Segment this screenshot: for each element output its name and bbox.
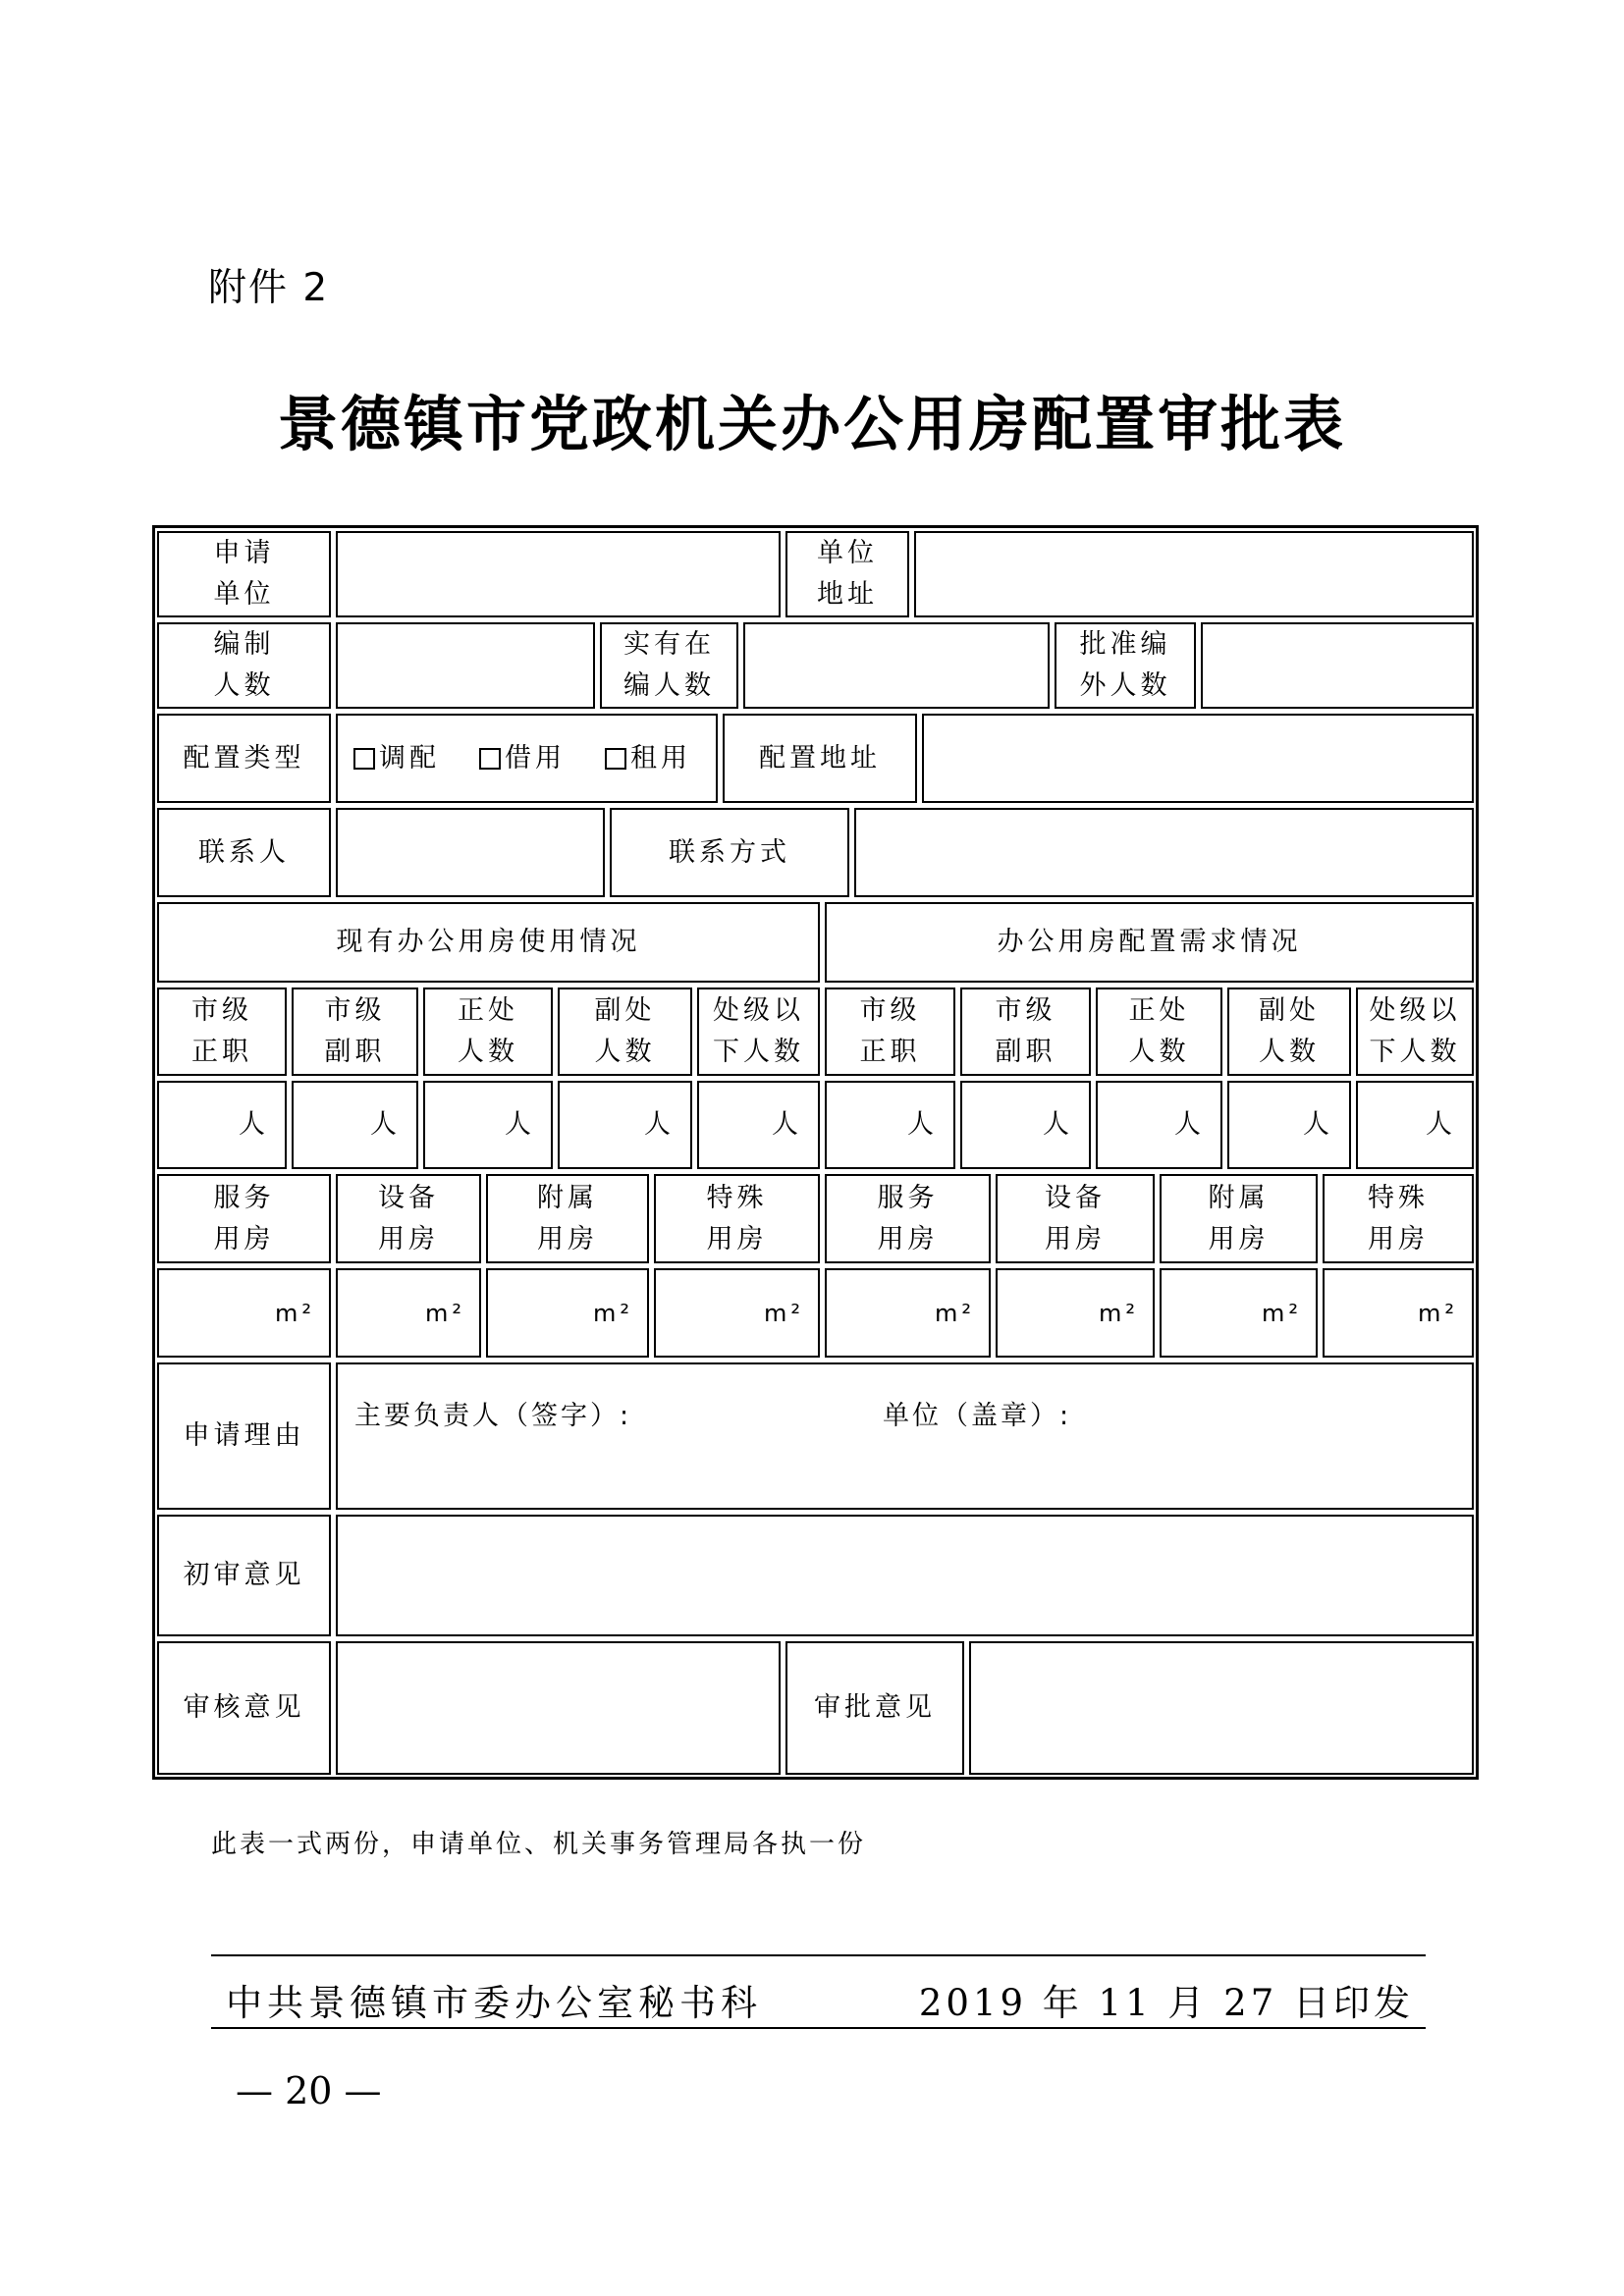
demand-header: 办公用房配置需求情况 xyxy=(825,902,1474,983)
area-field[interactable]: m² xyxy=(1323,1268,1474,1358)
config-location-label: 配置地址 xyxy=(723,714,917,803)
staffing-label: 编制 人数 xyxy=(157,622,331,709)
checkbox-icon xyxy=(605,748,626,770)
person-count-field[interactable]: 人 xyxy=(825,1081,955,1169)
page-number: — 20 — xyxy=(236,2069,382,2112)
attachment-label: 附件 2 xyxy=(208,266,330,310)
room-type-header: 设备 用房 xyxy=(336,1174,481,1263)
area-field[interactable]: m² xyxy=(996,1268,1155,1358)
checkbox-icon xyxy=(353,748,375,770)
room-type-header: 服务 用房 xyxy=(157,1174,331,1263)
person-count-field[interactable]: 人 xyxy=(960,1081,1091,1169)
rank-header: 正处 人数 xyxy=(423,988,553,1076)
person-count-field[interactable]: 人 xyxy=(423,1081,553,1169)
footer-divider-bottom xyxy=(211,2027,1426,2029)
reason-field[interactable] xyxy=(336,1362,1474,1510)
config-type-options xyxy=(336,714,718,803)
contact-person-label: 联系人 xyxy=(157,808,331,897)
rank-header: 市级 副职 xyxy=(292,988,418,1076)
config-type-label: 配置类型 xyxy=(157,714,331,803)
approved-extra-label: 批准编 外人数 xyxy=(1055,622,1196,709)
area-field[interactable]: m² xyxy=(336,1268,481,1358)
current-usage-header: 现有办公用房使用情况 xyxy=(157,902,820,983)
rank-header: 正处 人数 xyxy=(1096,988,1222,1076)
contact-method-field[interactable] xyxy=(854,808,1474,897)
rank-header: 市级 副职 xyxy=(960,988,1091,1076)
rank-header: 副处 人数 xyxy=(558,988,692,1076)
rank-header: 处级以 下人数 xyxy=(1356,988,1474,1076)
area-field[interactable]: m² xyxy=(654,1268,820,1358)
rank-header: 副处 人数 xyxy=(1227,988,1351,1076)
applicant-unit-label: 申请 单位 xyxy=(157,531,331,617)
approval-opinion-field[interactable] xyxy=(969,1641,1474,1775)
approval-opinion-label: 审批意见 xyxy=(785,1641,964,1775)
footer-divider-top xyxy=(211,1954,1426,1956)
room-type-header: 特殊 用房 xyxy=(654,1174,820,1263)
checkbox-icon xyxy=(479,748,501,770)
rank-header: 市级 正职 xyxy=(157,988,287,1076)
room-type-header: 服务 用房 xyxy=(825,1174,991,1263)
area-field[interactable]: m² xyxy=(157,1268,331,1358)
actual-staff-label: 实有在 编人数 xyxy=(600,622,738,709)
rank-header: 市级 正职 xyxy=(825,988,955,1076)
staffing-field[interactable] xyxy=(336,622,595,709)
signature-label: 主要负责人（签字）: xyxy=(354,1401,632,1431)
actual-staff-field[interactable] xyxy=(743,622,1050,709)
person-count-field[interactable]: 人 xyxy=(1096,1081,1222,1169)
room-type-header: 特殊 用房 xyxy=(1323,1174,1474,1263)
area-field[interactable]: m² xyxy=(1160,1268,1318,1358)
form-title: 景德镇市党政机关办公用房配置审批表 xyxy=(277,390,1346,459)
issue-date: 2019 年 11 月 27 日印发 xyxy=(918,1982,1414,2024)
room-type-header: 附属 用房 xyxy=(1160,1174,1318,1263)
contact-method-label: 联系方式 xyxy=(610,808,849,897)
unit-address-label: 单位 地址 xyxy=(785,531,909,617)
preliminary-opinion-field[interactable] xyxy=(336,1515,1474,1636)
area-field[interactable]: m² xyxy=(825,1268,991,1358)
config-location-field[interactable] xyxy=(922,714,1474,803)
room-type-header: 设备 用房 xyxy=(996,1174,1155,1263)
approved-extra-field[interactable] xyxy=(1201,622,1474,709)
person-count-field[interactable]: 人 xyxy=(157,1081,287,1169)
preliminary-opinion-label: 初审意见 xyxy=(157,1515,331,1636)
unit-address-field[interactable] xyxy=(914,531,1474,617)
person-count-field[interactable]: 人 xyxy=(1227,1081,1351,1169)
person-count-field[interactable]: 人 xyxy=(697,1081,820,1169)
applicant-unit-field[interactable] xyxy=(336,531,781,617)
review-opinion-label: 审核意见 xyxy=(157,1641,331,1775)
form-note: 此表一式两份，申请单位、机关事务管理局各执一份 xyxy=(211,1830,867,1859)
person-count-field[interactable]: 人 xyxy=(558,1081,692,1169)
person-count-field[interactable]: 人 xyxy=(1356,1081,1474,1169)
option-rent[interactable]: 租用 xyxy=(605,738,691,779)
issuer-name: 中共景德镇市委办公室秘书科 xyxy=(226,1982,762,2024)
option-transfer[interactable]: 调配 xyxy=(353,738,440,779)
area-field[interactable]: m² xyxy=(486,1268,649,1358)
contact-person-field[interactable] xyxy=(336,808,605,897)
seal-label: 单位（盖章）: xyxy=(883,1401,1072,1431)
rank-header: 处级以 下人数 xyxy=(697,988,820,1076)
option-borrow[interactable]: 借用 xyxy=(479,738,566,779)
review-opinion-field[interactable] xyxy=(336,1641,781,1775)
room-type-header: 附属 用房 xyxy=(486,1174,649,1263)
reason-label: 申请理由 xyxy=(157,1362,331,1510)
person-count-field[interactable]: 人 xyxy=(292,1081,418,1169)
